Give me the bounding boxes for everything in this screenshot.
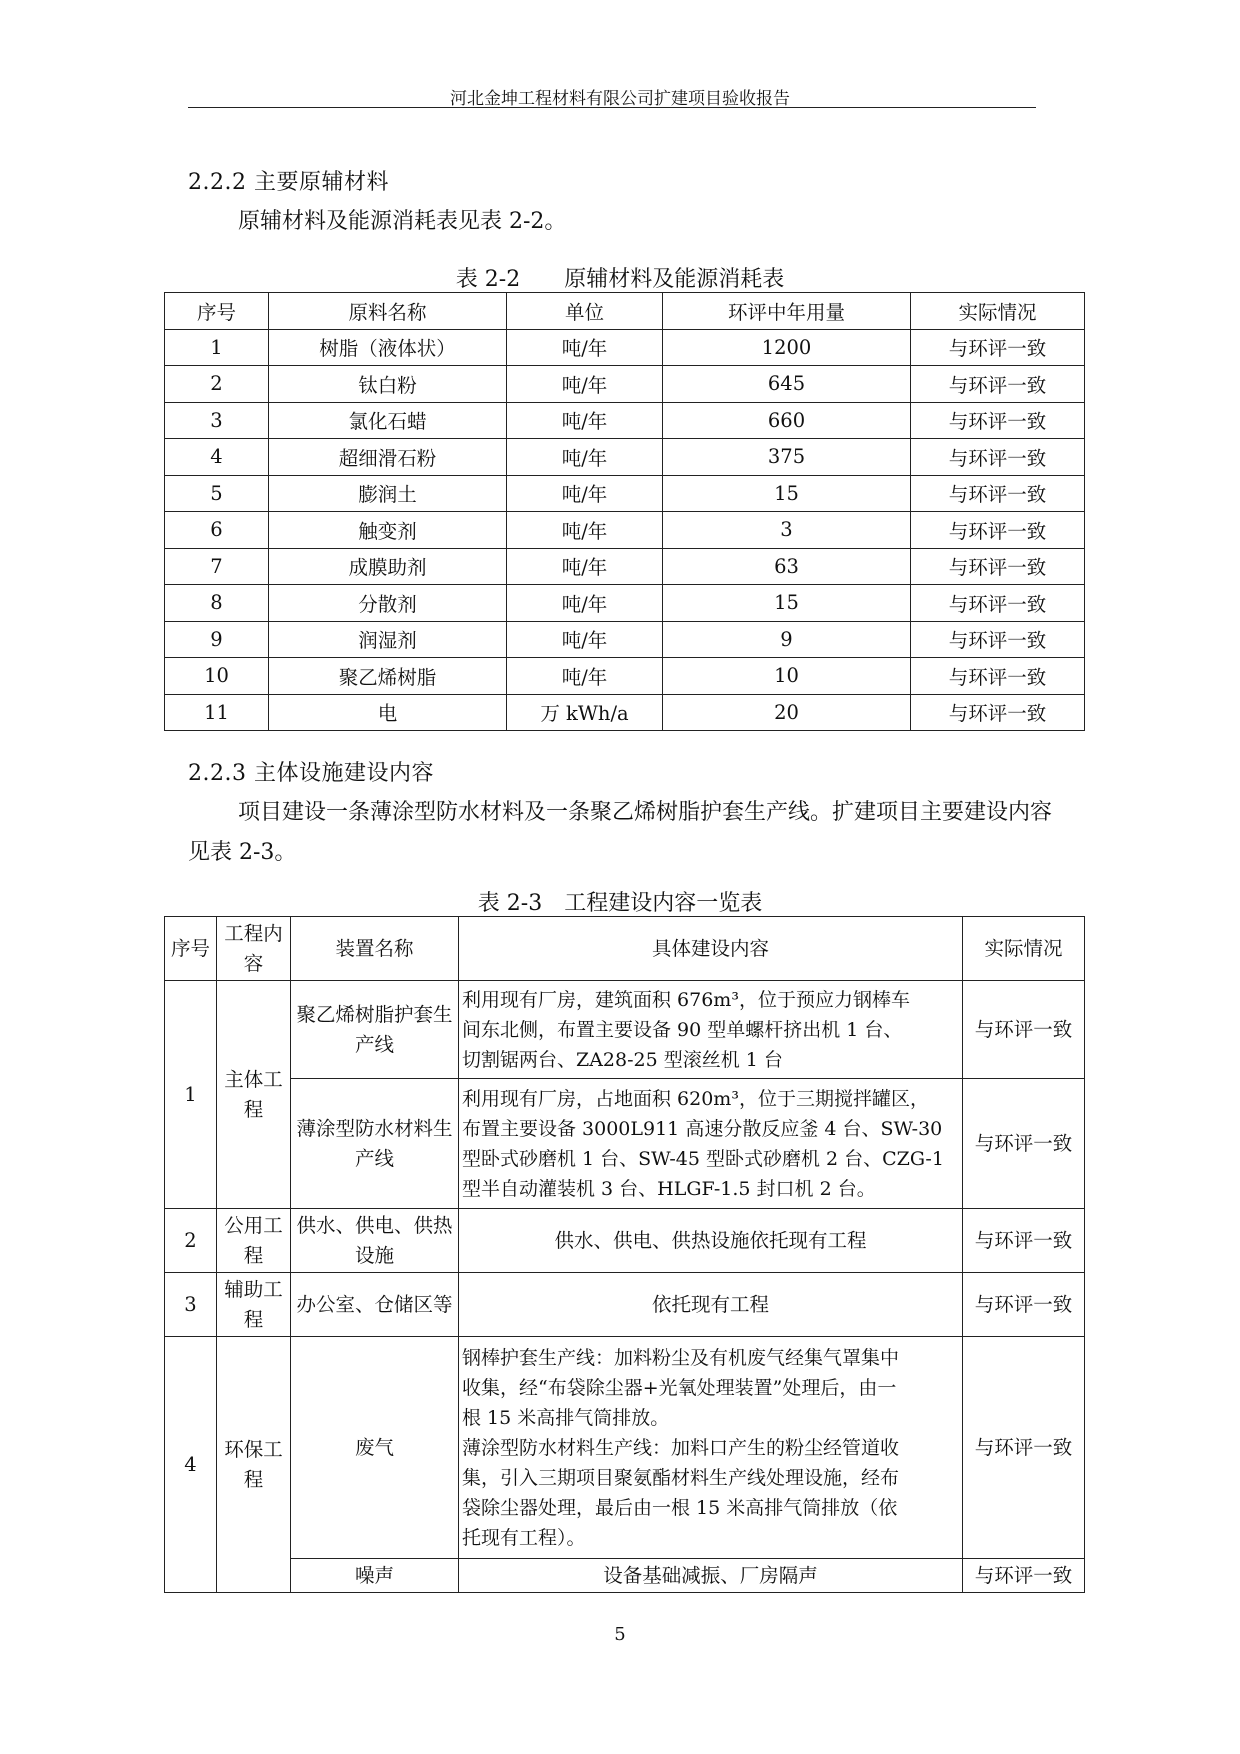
content-line: 切割锯两台、ZA28-25 型滚丝机 1 台 <box>462 1048 783 1071</box>
cell-no: 7 <box>165 548 269 585</box>
cell-amount: 660 <box>663 402 911 439</box>
table-row <box>165 1337 1085 1559</box>
cell-status: 与环评一致 <box>911 512 1085 549</box>
cell-status: 与环评一致 <box>911 585 1085 622</box>
cell-amount: 15 <box>663 475 911 512</box>
content-line: 型卧式砂磨机 1 台、SW-45 型卧式砂磨机 2 台、CZG-1 <box>462 1147 944 1170</box>
cell-unit: 吨/年 <box>507 548 663 585</box>
table-row <box>165 475 1085 512</box>
cell-unit: 吨/年 <box>507 439 663 476</box>
cell-material: 钛白粉 <box>269 366 507 403</box>
cell-no: 4 <box>165 439 269 476</box>
table-row <box>165 329 1085 366</box>
table-header-row <box>165 293 1085 330</box>
table-row <box>165 512 1085 549</box>
col-header-amount: 环评中年用量 <box>663 293 911 330</box>
content-line: 薄涂型防水材料生产线：加料口产生的粉尘经管道收 <box>462 1436 900 1459</box>
table-row <box>165 1273 1085 1337</box>
table-row <box>165 981 1085 1079</box>
header-rule <box>188 107 1036 108</box>
cell-material: 触变剂 <box>269 512 507 549</box>
content-line: 利用现有厂房，建筑面积 676m³，位于预应力钢棒车 <box>462 988 910 1011</box>
cell-status: 与环评一致 <box>911 366 1085 403</box>
cell-no: 1 <box>165 981 217 1209</box>
cell-device: 噪声 <box>291 1559 459 1593</box>
cell-status: 与环评一致 <box>963 1079 1085 1209</box>
cell-amount: 9 <box>663 621 911 658</box>
col-header-device: 装置名称 <box>291 917 459 981</box>
cell-material: 树脂（液体状） <box>269 329 507 366</box>
cell-status: 与环评一致 <box>963 981 1085 1079</box>
table-row <box>165 1559 1085 1593</box>
cell-no: 11 <box>165 694 269 731</box>
section-heading-2-2-3: 2.2.3 主体设施建设内容 <box>188 761 434 786</box>
cell-amount: 63 <box>663 548 911 585</box>
section-intro-2-2-2: 原辅材料及能源消耗表见表 2-2。 <box>238 209 567 234</box>
col-header-no: 序号 <box>165 293 269 330</box>
cell-content <box>459 1079 963 1209</box>
page-number: 5 <box>614 1624 626 1645</box>
cell-status: 与环评一致 <box>911 621 1085 658</box>
materials-table <box>164 292 1085 731</box>
content-line: 集，引入三期项目聚氨酯材料生产线处理设施，经布 <box>462 1466 900 1489</box>
cell-device: 废气 <box>291 1337 459 1559</box>
cell-no: 1 <box>165 329 269 366</box>
content-line: 布置主要设备 3000L911 高速分散反应釜 4 台、SW-30 <box>462 1117 943 1140</box>
content-line: 钢棒护套生产线：加料粉尘及有机废气经集气罩集中 <box>462 1346 900 1369</box>
col-header-category: 工程内容 <box>217 917 291 981</box>
construction-table <box>164 916 1085 1593</box>
cell-content <box>459 1337 963 1559</box>
cell-category: 辅助工程 <box>217 1273 291 1337</box>
cell-category: 主体工程 <box>217 981 291 1209</box>
content-line: 根 15 米高排气筒排放。 <box>462 1406 670 1429</box>
content-line: 托现有工程）。 <box>462 1526 586 1549</box>
cell-material: 成膜助剂 <box>269 548 507 585</box>
cell-status: 与环评一致 <box>963 1559 1085 1593</box>
cell-status: 与环评一致 <box>911 402 1085 439</box>
cell-material: 电 <box>269 694 507 731</box>
cell-no: 6 <box>165 512 269 549</box>
cell-amount: 15 <box>663 585 911 622</box>
table-caption-2-3: 表 2-3 工程建设内容一览表 <box>477 891 763 916</box>
cell-amount: 20 <box>663 694 911 731</box>
col-header-content: 具体建设内容 <box>459 917 963 981</box>
cell-unit: 吨/年 <box>507 475 663 512</box>
cell-category: 环保工程 <box>217 1337 291 1593</box>
cell-no: 3 <box>165 1273 217 1337</box>
col-header-material: 原料名称 <box>269 293 507 330</box>
cell-amount: 3 <box>663 512 911 549</box>
cell-device: 供水、供电、供热设施 <box>291 1209 459 1273</box>
table-row <box>165 1209 1085 1273</box>
table-row <box>165 402 1085 439</box>
content-line: 利用现有厂房，占地面积 620m³，位于三期搅拌罐区， <box>462 1087 929 1110</box>
cell-content: 供水、供电、供热设施依托现有工程 <box>459 1209 963 1273</box>
table-caption-2-2: 表 2-2 原辅材料及能源消耗表 <box>455 267 785 292</box>
cell-content: 依托现有工程 <box>459 1273 963 1337</box>
cell-no: 5 <box>165 475 269 512</box>
cell-no: 2 <box>165 1209 217 1273</box>
cell-status: 与环评一致 <box>911 475 1085 512</box>
running-header: 河北金坤工程材料有限公司扩建项目验收报告 <box>450 89 790 109</box>
cell-status: 与环评一致 <box>911 694 1085 731</box>
cell-status: 与环评一致 <box>963 1273 1085 1337</box>
cell-unit: 吨/年 <box>507 402 663 439</box>
col-header-unit: 单位 <box>507 293 663 330</box>
content-line: 收集，经“布袋除尘器+光氧处理装置”处理后，由一 <box>462 1376 897 1399</box>
cell-no: 10 <box>165 658 269 695</box>
section-intro-2-2-3: 项目建设一条薄涂型防水材料及一条聚乙烯树脂护套生产线。扩建项目主要建设内容见表 2-3。 <box>188 800 1053 865</box>
cell-content <box>459 981 963 1079</box>
cell-no: 8 <box>165 585 269 622</box>
table-row <box>165 585 1085 622</box>
cell-amount: 10 <box>663 658 911 695</box>
cell-no: 9 <box>165 621 269 658</box>
cell-status: 与环评一致 <box>911 658 1085 695</box>
cell-status: 与环评一致 <box>963 1209 1085 1273</box>
cell-status: 与环评一致 <box>963 1337 1085 1559</box>
table-row <box>165 658 1085 695</box>
table-header-row <box>165 917 1085 981</box>
col-header-status: 实际情况 <box>911 293 1085 330</box>
cell-device: 办公室、仓储区等 <box>291 1273 459 1337</box>
section-heading-2-2-2: 2.2.2 主要原辅材料 <box>188 170 389 195</box>
cell-no: 3 <box>165 402 269 439</box>
cell-material: 超细滑石粉 <box>269 439 507 476</box>
cell-category: 公用工程 <box>217 1209 291 1273</box>
cell-content: 设备基础减振、厂房隔声 <box>459 1559 963 1593</box>
table-row <box>165 1079 1085 1209</box>
content-line: 袋除尘器处理，最后由一根 15 米高排气筒排放（依 <box>462 1496 898 1519</box>
cell-amount: 645 <box>663 366 911 403</box>
cell-material: 聚乙烯树脂 <box>269 658 507 695</box>
content-line: 型半自动灌装机 3 台、HLGF-1.5 封口机 2 台。 <box>462 1177 876 1200</box>
content-line: 间东北侧，布置主要设备 90 型单螺杆挤出机 1 台、 <box>462 1018 903 1041</box>
table-row <box>165 439 1085 476</box>
cell-unit: 吨/年 <box>507 621 663 658</box>
cell-amount: 1200 <box>663 329 911 366</box>
cell-status: 与环评一致 <box>911 439 1085 476</box>
cell-unit: 吨/年 <box>507 658 663 695</box>
cell-device: 聚乙烯树脂护套生产线 <box>291 981 459 1079</box>
cell-status: 与环评一致 <box>911 548 1085 585</box>
cell-unit: 万 kWh/a <box>507 694 663 731</box>
cell-status: 与环评一致 <box>911 329 1085 366</box>
cell-unit: 吨/年 <box>507 585 663 622</box>
cell-no: 2 <box>165 366 269 403</box>
col-header-no: 序号 <box>165 917 217 981</box>
table-row <box>165 366 1085 403</box>
table-row <box>165 694 1085 731</box>
table-row <box>165 621 1085 658</box>
table-row <box>165 548 1085 585</box>
cell-material: 氯化石蜡 <box>269 402 507 439</box>
col-header-status: 实际情况 <box>963 917 1085 981</box>
cell-amount: 375 <box>663 439 911 476</box>
cell-material: 膨润土 <box>269 475 507 512</box>
cell-no: 4 <box>165 1337 217 1593</box>
cell-unit: 吨/年 <box>507 366 663 403</box>
cell-unit: 吨/年 <box>507 512 663 549</box>
cell-material: 润湿剂 <box>269 621 507 658</box>
cell-unit: 吨/年 <box>507 329 663 366</box>
cell-material: 分散剂 <box>269 585 507 622</box>
cell-device: 薄涂型防水材料生产线 <box>291 1079 459 1209</box>
